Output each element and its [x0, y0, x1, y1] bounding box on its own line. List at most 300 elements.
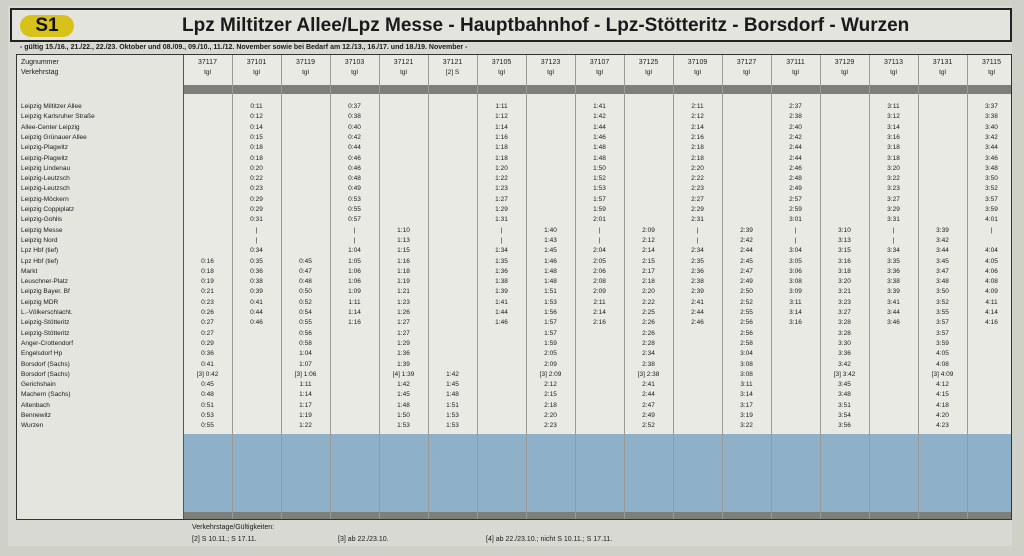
time-cell: 2:41	[691, 298, 704, 306]
time-cell: 1:18	[495, 154, 508, 162]
time-cell: 1:48	[593, 144, 606, 152]
train-column	[330, 55, 380, 519]
time-cell	[722, 102, 771, 112]
train-days: tgl	[596, 69, 603, 76]
time-cell	[771, 390, 820, 400]
time-cell: 2:28	[642, 339, 655, 347]
time-cell: 3:36	[838, 350, 851, 358]
time-cell: 2:20	[642, 288, 655, 296]
time-cell: 1:48	[593, 154, 606, 162]
time-cell: |	[353, 226, 356, 234]
time-cell: 1:51	[446, 401, 459, 409]
station-name: Engelsdorf Hp	[21, 350, 63, 358]
time-cell	[281, 195, 330, 205]
time-cell: 2:15	[642, 257, 655, 265]
time-cell	[624, 123, 673, 133]
time-cell: 2:42	[740, 236, 753, 244]
time-cell	[281, 102, 330, 112]
time-cell	[379, 174, 428, 184]
time-cell: [3] 0:42	[196, 370, 219, 378]
time-cell: 1:27	[397, 329, 410, 337]
time-cell: 0:18	[250, 144, 263, 152]
time-cell: 2:38	[789, 113, 802, 121]
time-cell: 3:38	[887, 278, 900, 286]
station-name: Leipzig-Plagwitz	[21, 154, 68, 162]
station-name: Leipzig MDR	[21, 298, 59, 306]
time-cell	[820, 123, 869, 133]
time-cell: 4:09	[985, 288, 998, 296]
time-cell: 1:57	[593, 195, 606, 203]
time-cell: 3:34	[887, 247, 900, 255]
station-name: Leipzig-Möckern	[21, 195, 69, 203]
time-cell	[771, 339, 820, 349]
time-cell: 1:44	[495, 309, 508, 316]
time-cell: 1:36	[397, 350, 410, 358]
time-cell: 1:09	[348, 288, 361, 296]
time-cell: 1:11	[495, 103, 508, 110]
time-cell: 3:48	[838, 391, 851, 399]
time-cell	[771, 360, 820, 370]
time-cell	[771, 329, 820, 339]
time-cell: 1:56	[544, 309, 557, 316]
time-cell: |	[598, 226, 601, 234]
time-cell: 1:27	[495, 195, 508, 203]
time-cell	[918, 195, 967, 205]
time-cell: 2:20	[544, 412, 557, 419]
time-cell: 2:05	[593, 257, 606, 265]
station-name: Leipzig Grünauer Allee	[21, 133, 87, 141]
train-number: 37117	[198, 59, 217, 66]
time-cell: 2:39	[740, 226, 753, 234]
time-cell: 2:11	[593, 298, 606, 306]
time-cell	[330, 329, 379, 339]
footnotes-title: Verkehrstage/Gültigkeiten:	[192, 524, 275, 531]
time-cell: 2:46	[691, 319, 704, 327]
line-badge: S1	[20, 15, 74, 37]
time-cell: |	[892, 236, 895, 244]
time-cell	[624, 102, 673, 112]
time-cell: 2:37	[789, 103, 802, 110]
time-cell: 0:27	[201, 319, 214, 327]
station-name: Leipzig-Plagwitz	[21, 144, 68, 152]
time-cell	[379, 184, 428, 194]
time-cell: 1:04	[299, 350, 312, 358]
time-cell: 3:56	[838, 422, 851, 430]
time-cell: 3:11	[740, 381, 753, 389]
time-cell: 0:58	[299, 339, 312, 347]
time-cell: 1:36	[495, 267, 508, 275]
time-cell	[330, 401, 379, 411]
time-cell: 1:20	[495, 164, 508, 172]
time-cell: 1:41	[495, 298, 508, 306]
time-cell	[918, 133, 967, 143]
time-cell: 0:51	[201, 401, 214, 409]
time-cell	[526, 184, 575, 194]
time-cell: 1:23	[397, 298, 410, 306]
time-cell	[673, 401, 722, 411]
time-cell: 3:55	[936, 309, 949, 316]
time-cell	[232, 349, 281, 359]
time-cell	[673, 370, 722, 380]
time-cell: 4:14	[985, 309, 998, 316]
time-cell	[183, 164, 232, 174]
time-cell: 4:18	[936, 401, 949, 409]
time-cell: 3:52	[936, 298, 949, 306]
time-cell	[820, 154, 869, 164]
time-cell: 1:53	[397, 422, 410, 430]
time-cell: 2:11	[691, 103, 704, 110]
station-name: Lpz Hbf (tief)	[21, 247, 59, 255]
time-cell: 1:53	[446, 412, 459, 419]
time-cell	[281, 123, 330, 133]
time-cell: 1:17	[299, 401, 312, 409]
time-cell	[722, 154, 771, 164]
station-name: L.-Völkerschlacht.	[21, 309, 73, 316]
time-cell: 3:47	[936, 267, 949, 275]
train-number: 37125	[638, 59, 659, 66]
time-cell	[281, 112, 330, 122]
time-cell	[428, 195, 477, 205]
time-cell: 3:44	[936, 247, 949, 255]
time-cell	[183, 123, 232, 133]
station-name: Leipzig-Stötteritz	[21, 329, 70, 337]
time-cell: 2:20	[691, 164, 704, 172]
time-cell: 3:59	[985, 206, 998, 213]
time-cell	[183, 195, 232, 205]
time-cell: 1:44	[593, 123, 606, 131]
time-cell	[967, 236, 1012, 246]
time-cell	[967, 339, 1012, 349]
time-cell	[428, 154, 477, 164]
time-cell	[428, 360, 477, 370]
train-column	[477, 55, 527, 519]
time-cell: 1:22	[495, 175, 508, 183]
time-cell: 3:20	[838, 278, 851, 286]
time-cell: 1:05	[348, 257, 361, 265]
time-cell: 3:31	[887, 216, 900, 224]
station-name: Leipzig-Gohlis	[21, 216, 63, 224]
time-cell	[575, 329, 624, 339]
time-cell: 3:57	[936, 319, 949, 327]
time-cell	[918, 154, 967, 164]
time-cell: 3:50	[985, 175, 998, 183]
time-cell: 0:48	[201, 391, 214, 399]
time-cell	[477, 370, 526, 380]
time-cell: 0:34	[250, 247, 263, 255]
time-cell: 2:49	[642, 412, 655, 419]
time-cell	[624, 143, 673, 153]
time-cell: [3] 1:06	[294, 370, 317, 378]
station-name: Machern (Sachs)	[21, 391, 71, 399]
time-cell: 1:29	[397, 339, 410, 347]
time-cell	[722, 215, 771, 225]
time-cell: 3:57	[936, 329, 949, 337]
time-cell	[722, 112, 771, 122]
time-cell: 0:44	[348, 144, 361, 152]
time-cell: 2:47	[642, 401, 655, 409]
time-cell: 2:58	[740, 339, 753, 347]
time-cell	[428, 133, 477, 143]
time-cell	[918, 112, 967, 122]
time-cell: 1:16	[397, 257, 410, 265]
time-cell	[428, 123, 477, 133]
footnote-3: [3] ab 22./23.10.	[338, 536, 389, 543]
time-cell: 2:34	[691, 247, 704, 255]
time-cell	[771, 349, 820, 359]
time-cell: 2:18	[544, 401, 557, 409]
time-cell: 0:46	[250, 319, 263, 327]
time-cell: 1:27	[397, 319, 410, 327]
time-cell: 0:53	[201, 412, 214, 419]
train-number: 37105	[491, 59, 512, 66]
time-cell	[869, 390, 918, 400]
time-cell	[428, 339, 477, 349]
time-cell: 1:26	[397, 309, 410, 316]
train-column	[820, 55, 870, 519]
time-cell: 2:44	[691, 309, 704, 316]
time-cell: 1:48	[544, 267, 557, 275]
time-cell	[183, 226, 232, 236]
time-cell	[967, 349, 1012, 359]
time-cell	[722, 184, 771, 194]
train-column	[771, 55, 821, 519]
time-cell	[281, 236, 330, 246]
time-cell: 3:45	[936, 257, 949, 265]
time-cell: 3:39	[887, 288, 900, 296]
time-cell	[526, 215, 575, 225]
time-cell: 1:57	[544, 329, 557, 337]
time-cell: 3:09	[789, 288, 802, 296]
time-cell: 3:50	[936, 288, 949, 296]
time-cell: 3:20	[887, 164, 900, 172]
time-cell: [4] 1:39	[392, 370, 415, 378]
time-cell: 4:20	[936, 412, 949, 419]
time-cell: 3:48	[985, 164, 998, 172]
time-cell	[722, 205, 771, 215]
time-cell	[330, 421, 379, 431]
time-cell	[967, 380, 1012, 390]
train-days: tgl	[547, 69, 554, 76]
time-cell: 1:23	[495, 185, 508, 193]
time-cell: 2:50	[740, 288, 753, 296]
time-cell	[869, 360, 918, 370]
time-cell: 3:05	[789, 257, 802, 265]
time-cell	[869, 411, 918, 421]
time-cell	[918, 164, 967, 174]
time-cell: 2:52	[740, 298, 753, 306]
time-cell	[820, 205, 869, 215]
time-cell: 0:18	[250, 154, 263, 162]
time-cell: 0:37	[348, 103, 361, 110]
time-cell	[624, 174, 673, 184]
time-cell: 1:53	[544, 298, 557, 306]
time-cell	[869, 329, 918, 339]
time-cell: 3:51	[838, 401, 851, 409]
time-cell: 4:08	[936, 360, 949, 368]
time-cell: 3:08	[789, 278, 802, 286]
time-cell: 3:30	[838, 339, 851, 347]
time-cell: 3:45	[838, 381, 851, 389]
train-days: tgl	[351, 69, 358, 76]
station-name: Leipzig-Leutzsch	[21, 185, 70, 193]
time-cell: 1:59	[593, 206, 606, 213]
time-cell	[477, 360, 526, 370]
route-title: Lpz Miltitzer Allee/Lpz Messe - Hauptbahnhof - Lpz-Stötteritz - Borsdorf - Wurzen	[182, 15, 910, 36]
time-cell: 3:27	[838, 309, 851, 316]
time-cell	[624, 215, 673, 225]
time-cell	[183, 184, 232, 194]
time-cell: 3:40	[985, 123, 998, 131]
time-cell	[575, 401, 624, 411]
time-cell	[722, 143, 771, 153]
time-cell	[379, 164, 428, 174]
time-cell	[428, 102, 477, 112]
time-cell	[526, 174, 575, 184]
train-number-label: Zugnummer	[21, 59, 59, 66]
time-cell: 1:14	[348, 309, 361, 316]
time-cell	[183, 205, 232, 215]
time-cell: 1:31	[495, 216, 508, 224]
time-cell	[820, 215, 869, 225]
time-cell	[820, 174, 869, 184]
time-cell: 1:18	[397, 267, 410, 275]
time-cell: 4:12	[936, 381, 949, 389]
time-cell: 1:06	[348, 267, 361, 275]
time-cell: 3:08	[740, 370, 753, 378]
time-cell: 2:16	[691, 133, 704, 141]
time-cell	[330, 360, 379, 370]
time-cell	[330, 349, 379, 359]
time-cell: 1:34	[495, 247, 508, 255]
time-cell: 1:10	[397, 226, 410, 234]
time-cell: 3:08	[740, 360, 753, 368]
train-number: 37121	[393, 59, 414, 66]
time-cell: 0:38	[250, 278, 263, 286]
time-cell: |	[353, 236, 356, 244]
time-cell	[869, 339, 918, 349]
train-days: tgl	[890, 69, 897, 76]
time-cell: 3:16	[789, 319, 802, 327]
time-cell: 1:29	[495, 206, 508, 213]
time-cell	[526, 133, 575, 143]
timetable-sheet	[8, 6, 1012, 546]
time-cell	[330, 390, 379, 400]
time-cell	[428, 246, 477, 256]
time-cell: 0:19	[201, 278, 214, 286]
time-cell: 2:15	[544, 391, 557, 399]
time-cell: 1:14	[299, 391, 312, 399]
time-cell	[477, 421, 526, 431]
time-cell	[918, 123, 967, 133]
time-cell	[918, 215, 967, 225]
station-column	[17, 55, 184, 519]
time-cell: 1:13	[397, 236, 410, 244]
time-cell: 1:22	[299, 422, 312, 430]
time-cell	[232, 370, 281, 380]
time-cell: 1:39	[495, 288, 508, 296]
train-column	[722, 55, 772, 519]
time-cell: 3:14	[789, 309, 802, 316]
time-cell: 0:45	[201, 381, 214, 389]
time-cell	[379, 143, 428, 153]
time-cell	[624, 154, 673, 164]
time-cell	[820, 133, 869, 143]
time-cell	[281, 164, 330, 174]
time-cell	[673, 380, 722, 390]
time-cell: 1:45	[544, 247, 557, 255]
time-cell: 4:15	[936, 391, 949, 399]
time-cell: 2:42	[789, 133, 802, 141]
train-days: [2] S	[445, 69, 460, 76]
time-cell: 0:22	[250, 175, 263, 183]
time-cell: 0:53	[348, 195, 361, 203]
time-cell: 2:39	[691, 288, 704, 296]
train-number: 37119	[296, 59, 315, 66]
time-cell	[281, 184, 330, 194]
time-cell: 2:27	[691, 195, 704, 203]
time-cell: 2:12	[544, 381, 557, 389]
train-column	[673, 55, 723, 519]
station-name: Gerichshain	[21, 381, 56, 389]
time-cell	[330, 339, 379, 349]
train-days: tgl	[400, 69, 407, 76]
time-cell: 2:59	[789, 206, 802, 213]
time-cell: 2:12	[691, 113, 704, 121]
time-cell: 2:57	[789, 195, 802, 203]
time-cell: 3:13	[838, 236, 851, 244]
time-cell: 1:50	[397, 412, 410, 419]
time-cell: 0:48	[299, 278, 312, 286]
time-cell: 1:19	[397, 278, 410, 286]
time-cell: 3:38	[985, 113, 998, 121]
train-column	[624, 55, 674, 519]
time-cell	[379, 215, 428, 225]
time-cell: 3:04	[740, 350, 753, 358]
time-cell: 2:25	[642, 309, 655, 316]
time-cell: 2:44	[789, 154, 802, 162]
station-name: Borsdorf (Sachs)	[21, 360, 70, 368]
time-cell: 0:46	[348, 164, 361, 172]
time-cell: 2:12	[642, 236, 655, 244]
time-cell: |	[500, 236, 503, 244]
time-cell: 3:12	[887, 113, 900, 121]
station-name: Borsdorf (Sachs)	[21, 370, 70, 378]
title-bar	[10, 8, 1012, 42]
time-cell	[183, 215, 232, 225]
train-number: 37109	[687, 59, 708, 66]
station-name: Leipzig-Stötteritz	[21, 319, 70, 327]
time-cell: 3:18	[887, 144, 900, 152]
time-cell	[918, 143, 967, 153]
time-cell	[967, 421, 1012, 431]
time-cell	[673, 349, 722, 359]
time-cell: 2:04	[593, 247, 606, 255]
time-cell: 0:31	[250, 216, 263, 224]
time-cell: 2:23	[544, 422, 557, 430]
train-column	[869, 55, 919, 519]
train-number: 37113	[884, 59, 903, 66]
time-cell	[183, 112, 232, 122]
time-cell: 0:16	[201, 257, 214, 265]
time-cell	[771, 411, 820, 421]
time-cell: 0:36	[201, 350, 214, 358]
time-cell	[918, 205, 967, 215]
time-cell: 3:35	[887, 257, 900, 265]
time-cell: |	[500, 226, 503, 234]
time-cell	[428, 267, 477, 277]
time-cell: 3:11	[789, 298, 802, 306]
time-cell	[183, 102, 232, 112]
